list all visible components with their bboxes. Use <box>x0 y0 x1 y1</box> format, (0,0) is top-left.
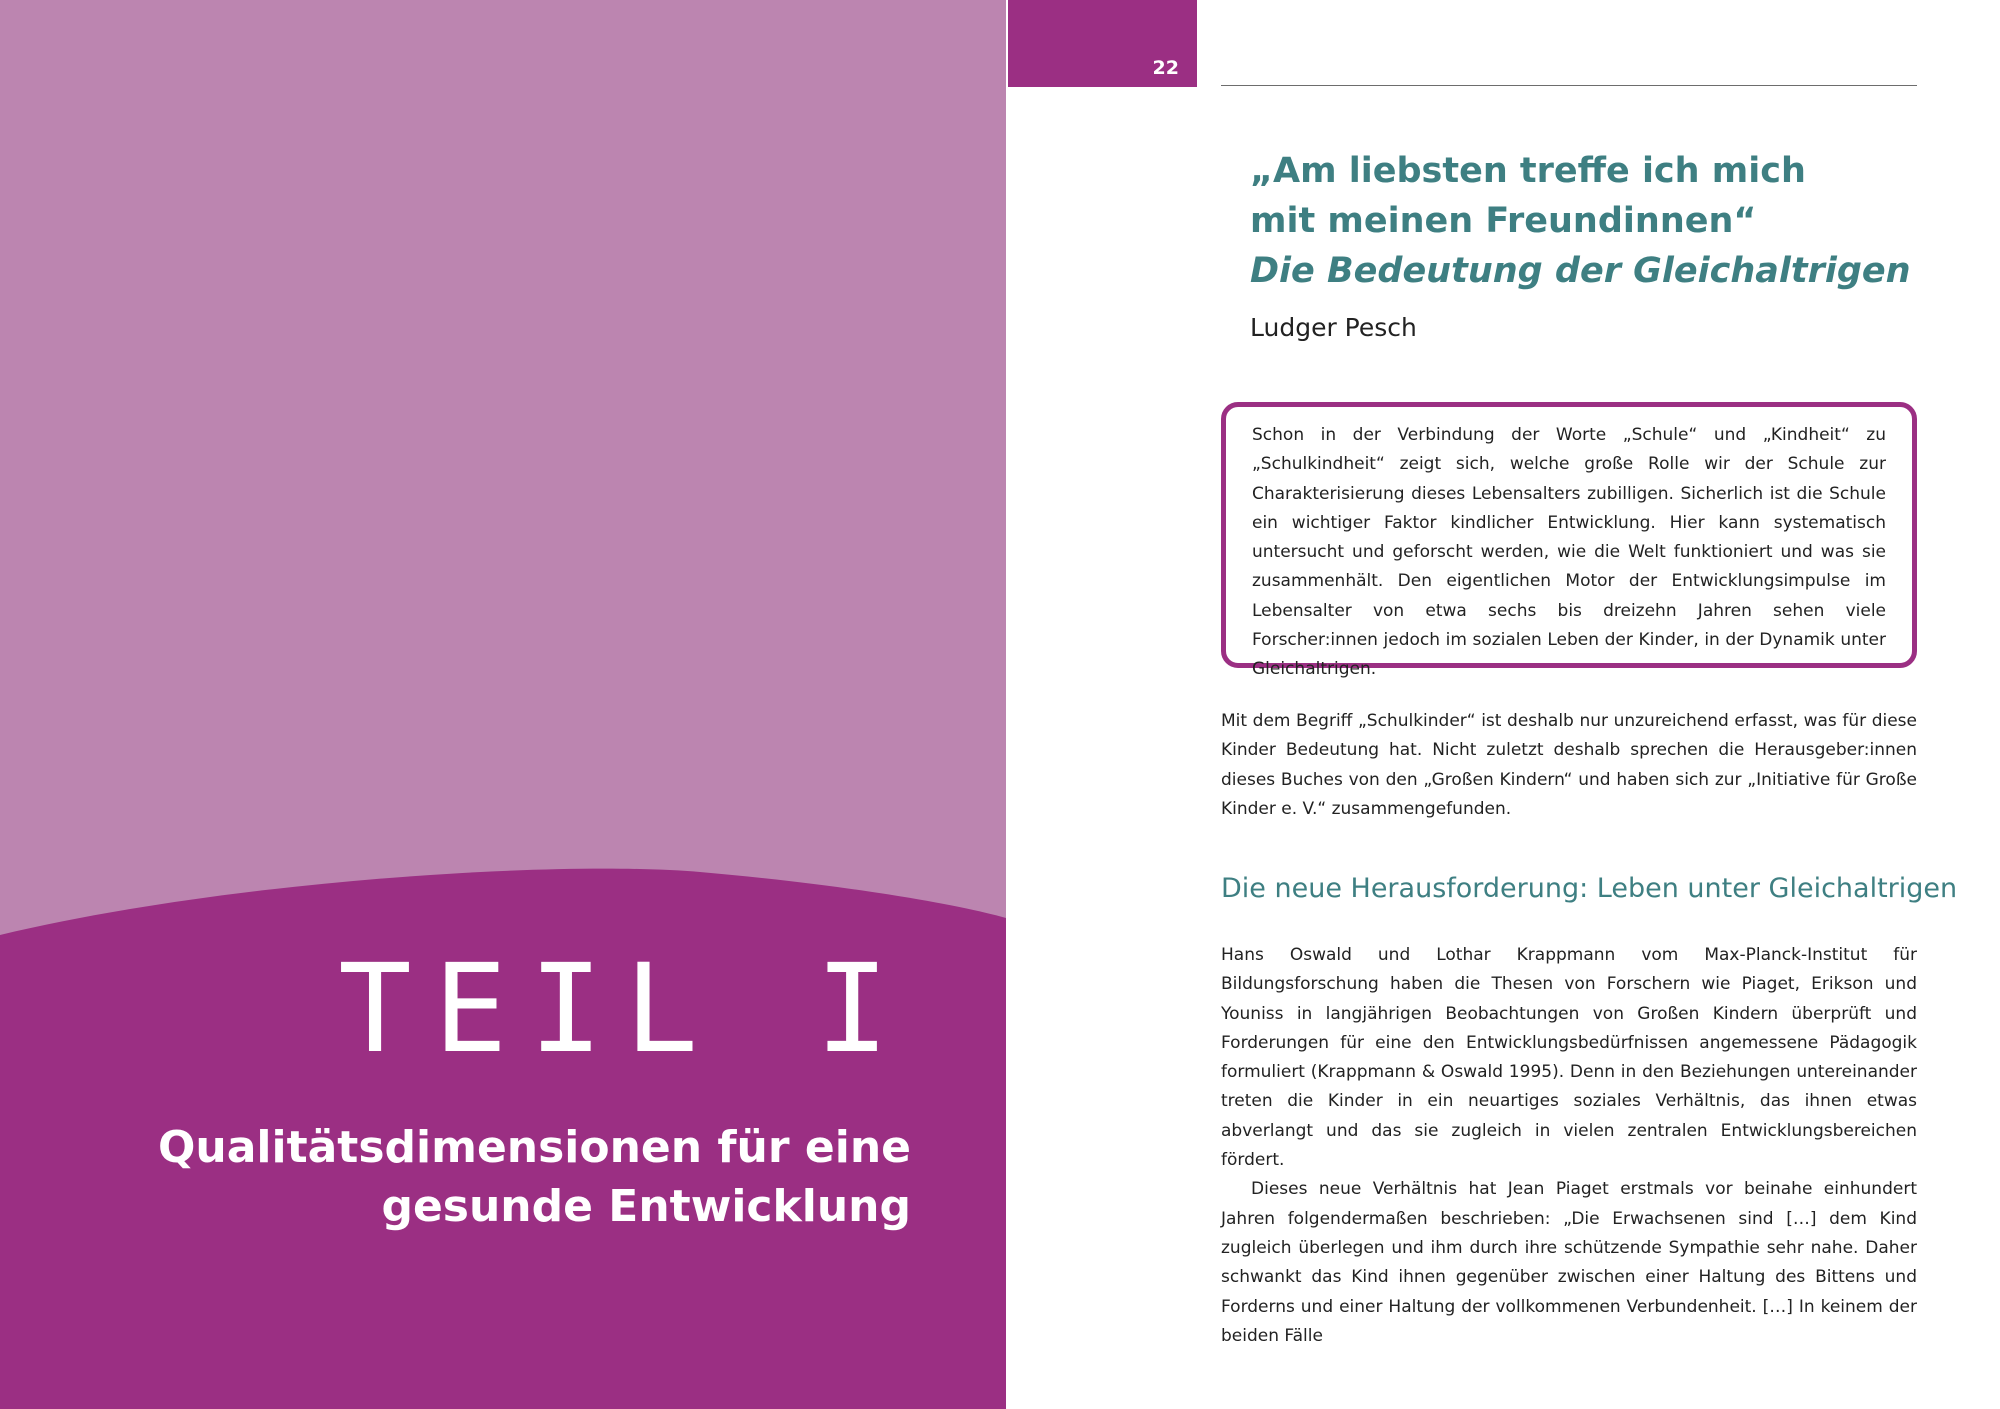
section-paragraph-2: Dieses neue Verhältnis hat Jean Piaget erstmals vor beinahe einhundert Jahren folgendermaßen beschrieben: „Die Erwachsenen sind […] dem Kind zugleich überlegen und ihm durch ihre schützende Sympathie sehr nahe. Daher schwankt das Kind ihnen gegenüber zwischen einer Haltung des Bittens und Forderns und einer Haltung der vollkommenen Verbundenheit. […] In keinem der beiden Fälle <box>1221 1179 1917 1346</box>
part-title: TEIL I <box>338 938 911 1080</box>
part-subtitle: Qualitätsdimensionen für eine gesunde Entwicklung <box>157 1122 911 1232</box>
page-number: 22 <box>1152 57 1179 79</box>
intro-paragraph: Mit dem Begriff „Schulkinder“ ist deshalb nur unzureichend erfasst, was für diese Kinder Bedeutung hat. Nicht zuletzt deshalb sprechen die Herausgeber:innen dieses Buches von den „Großen Kindern“ und haben sich zur „Initiative für Große Kinder e. V.“ zusammengefunden. <box>1221 711 1917 819</box>
chapter-subtitle: Die Bedeutung der Gleichaltrigen <box>1250 251 1911 291</box>
section-paragraph-1: Hans Oswald und Lothar Krappmann vom Max-Planck-Institut für Bildungsforschung haben die Thesen von Forschern wie Piaget, Erikson und Youniss in langjährigen Beobachtungen von Großen Kindern überprüft und Forderungen für eine den Entwicklungsbedürfnissen angemessene Pädagogik formuliert (Krappmann & Oswald 1995). Denn in den Beziehungen untereinander treten die Kinder in ein neuartiges soziales Verhältnis, das ihnen etwas abverlangt und das sie zugleich in vielen zentralen Entwicklungsbereichen fördert. <box>1221 945 1917 1171</box>
chapter-title-line-1: „Am liebsten treffe ich mich <box>1250 151 1806 191</box>
abstract-text: Schon in der Verbindung der Worte „Schule“ und „Kindheit“ zu „Schulkindheit“ zeigt sich, welche große Rolle wir der Schule zur Charakterisierung dieses Lebensalters zubilligen. Sicherlich ist die Schule ein wichtiger Faktor kindlicher Entwicklung. Hier kann systematisch untersucht und geforscht werden, wie die Welt funktioniert und was sie zusammenhält. Den eigentlichen Motor der Entwicklungsimpulse im Lebensalter von etwa sechs bis dreizehn Jahren sehen viele Forscher:innen jedoch im sozialen Leben der Kinder, in der Dynamik unter Gleichaltrigen. <box>1252 425 1886 680</box>
chapter-author: Ludger Pesch <box>1250 313 1417 342</box>
section-body <box>1221 941 1917 1351</box>
section-heading: Die neue Herausforderung: Leben unter Gleichaltrigen <box>1221 873 1958 904</box>
chapter-title <box>1250 146 1910 296</box>
right-page <box>1006 0 2000 1409</box>
page-number-tab <box>1008 0 1197 87</box>
abstract-box <box>1221 402 1917 680</box>
chapter-title-line-2: mit meinen Freundinnen“ <box>1250 201 1757 241</box>
header-rule <box>1221 85 1917 86</box>
